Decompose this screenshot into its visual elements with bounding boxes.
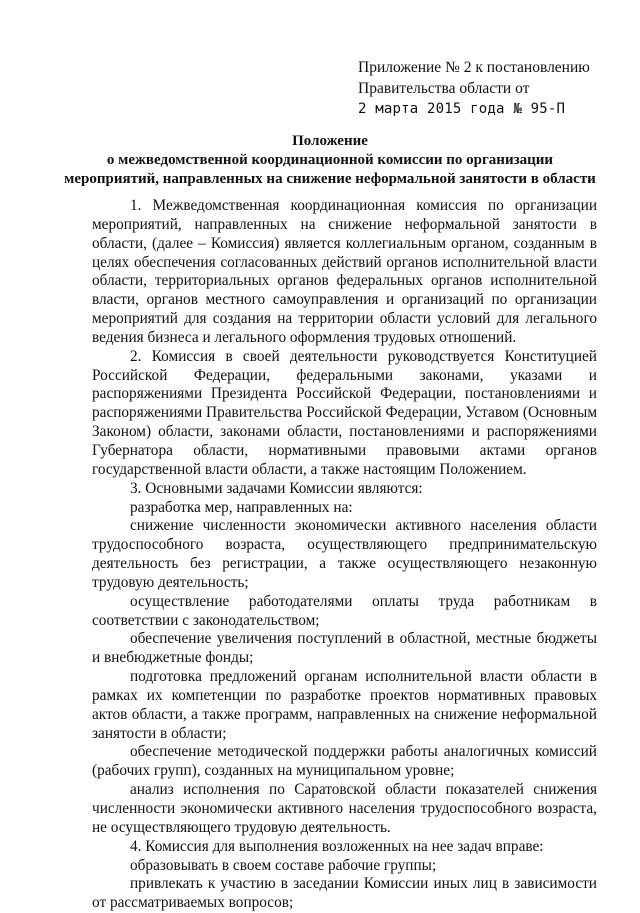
appendix-header [358, 57, 628, 120]
title-line-2: о межведомственной координационной комиссии по организации [106, 152, 554, 168]
paragraph-6: осуществление работодателями оплаты труда работникам в соответствии с законодательством; [92, 592, 597, 629]
appendix-line-2: Правительства области от [358, 80, 530, 97]
paragraph-1: 1. Межведомственная координационная комиссия по организации мероприятий, направленных на снижение неформальной занятости в области, (далее – Комиссия) является коллегиальным органом, созданным в целях обеспечения согласованных действий органов исполнительной власти области, территориальных органов федеральных органов исполнительной власти, органов местного самоуправления и организаций по организации мероприятий для создания на территории области условий для легального ведения бизнеса и легального оформления трудовых отношений. [92, 197, 597, 346]
document-title [60, 132, 600, 189]
appendix-line-1: Приложение № 2 к постановлению [358, 59, 590, 76]
paragraph-12: образовывать в своем составе рабочие группы; [130, 856, 437, 874]
paragraph-7: обеспечение увеличения поступлений в областной, местные бюджеты и внебюджетные фонды; [92, 630, 597, 667]
decree-date-stamp: 2 марта 2015 года № 95-П [358, 101, 566, 117]
title-line-3: мероприятий, направленных на снижение неформальной занятости в области [64, 171, 596, 187]
paragraph-10: анализ исполнения по Саратовской области показателей снижения численности экономически активного населения трудоспособного возраста, не осуществляющего трудовую деятельность. [92, 781, 597, 836]
paragraph-4: разработка мер, направленных на: [130, 498, 353, 516]
paragraph-3: 3. Основными задачами Комиссии являются: [130, 479, 423, 497]
paragraph-2: 2. Комиссия в своей деятельности руководствуется Конституцией Российской Федерации, федеральными законами, указами и распоряжениями Президента Российской Федерации, постановлениями и распоряжениями Правительства Российской Федерации, Уставом (Основным Законом) области, законами области, постановлениями и распоряжениями Губернатора области, нормативными правовыми актами органов государственной власти области, а также настоящим Положением. [92, 347, 597, 478]
paragraph-11: 4. Комиссия для выполнения возложенных на нее задач вправе: [130, 837, 544, 855]
paragraph-5: снижение численности экономически активного населения области трудоспособного возраста, осуществляющего предпринимательскую деятельность без регистрации, а также осуществляющего незаконную трудовую деятельность; [92, 517, 597, 591]
paragraph-8: подготовка предложений органам исполнительной власти области в рамках их компетенции по разработке проектов нормативных правовых актов области, а также программ, направленных на снижение неформальной занятости в области; [92, 668, 597, 742]
paragraph-9: обеспечение методической поддержки работы аналогичных комиссий (рабочих групп), созданных на муниципальном уровне; [92, 743, 597, 780]
document-body [92, 197, 597, 913]
paragraph-13: привлекать к участию в заседании Комиссии иных лиц в зависимости от рассматриваемых вопросов; [92, 875, 597, 912]
title-line-1: Положение [292, 133, 368, 149]
